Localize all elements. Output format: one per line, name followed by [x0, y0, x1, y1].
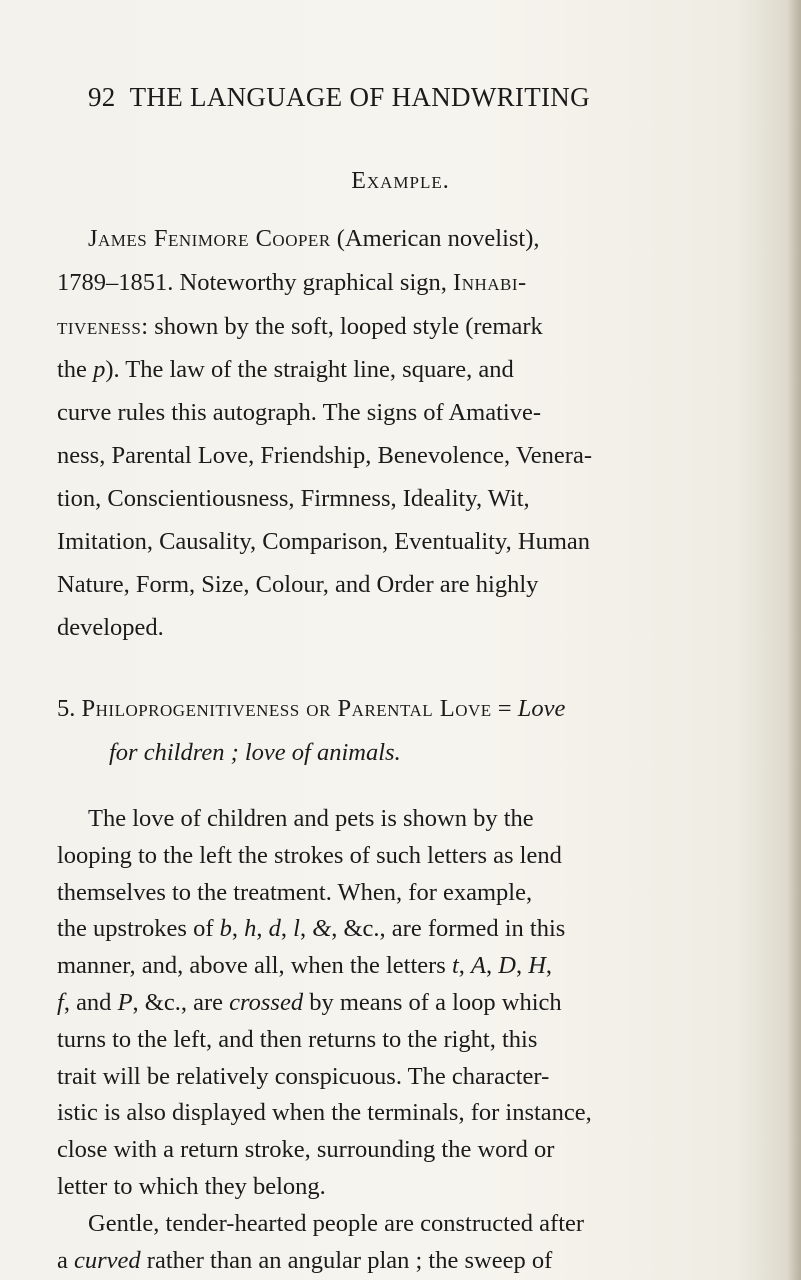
example-line-4: the p). The law of the straight line, square, and [57, 356, 514, 383]
body-line-9: istic is also displayed when the terminals, for instance, [57, 1099, 592, 1126]
body-line-1: The love of children and pets is shown by the [88, 805, 534, 832]
example-line-6: ness, Parental Love, Friendship, Benevolence, Venera- [57, 442, 592, 469]
section-title: Philoprogenitiveness or Parental Love [81, 695, 492, 722]
body-line-6: f, and P, &c., are crossed by means of a loop which [57, 989, 562, 1016]
section-number: 5. [57, 695, 76, 722]
example-line-5: curve rules this autograph. The signs of Amative- [57, 399, 541, 426]
section-heading: 5. Philoprogenitiveness or Parental Love = Love [57, 695, 566, 722]
example-line-10: developed. [57, 614, 164, 641]
body-line-7: turns to the left, and then returns to the right, this [57, 1026, 538, 1053]
subject-dates: 1789–1851. [57, 269, 174, 296]
example-line-7: tion, Conscientiousness, Firmness, Ideality, Wit, [57, 485, 530, 512]
body-line-5: manner, and, above all, when the letters t, A, D, H, [57, 952, 553, 979]
example-heading: Example. [351, 168, 450, 194]
example-line-8: Imitation, Causality, Comparison, Eventuality, Human [57, 528, 591, 555]
body-line-10: close with a return stroke, surrounding the word or [57, 1136, 555, 1163]
running-header [88, 82, 728, 113]
body-line-3: themselves to the treatment. When, for example, [57, 879, 533, 906]
running-title: THE LANGUAGE OF HANDWRITING [129, 82, 590, 112]
section-definition: for children ; love of animals. [109, 739, 401, 766]
body-line-8: trait will be relatively conspicuous. The character- [57, 1063, 550, 1090]
body-line-12: Gentle, tender-hearted people are constructed after [88, 1210, 585, 1237]
body-line-13: a curved rather than an angular plan ; the sweep of [57, 1247, 553, 1274]
subject-name: James Fenimore Cooper [88, 225, 331, 252]
example-line-2: 1789–1851. Noteworthy graphical sign, Inhabi- [57, 269, 527, 296]
body-line-11: letter to which they belong. [57, 1173, 326, 1200]
example-line-3: tiveness: shown by the soft, looped style (remark [57, 313, 543, 340]
example-line-1: James Fenimore Cooper (American novelist), [88, 225, 540, 252]
example-line-9: Nature, Form, Size, Colour, and Order are highly [57, 571, 539, 598]
body-line-2: looping to the left the strokes of such letters as lend [57, 842, 562, 869]
page-number: 92 [88, 82, 116, 112]
section-definition-start: Love [517, 695, 566, 722]
body-line-4: the upstrokes of b, h, d, l, &, &c., are formed in this [57, 915, 566, 942]
